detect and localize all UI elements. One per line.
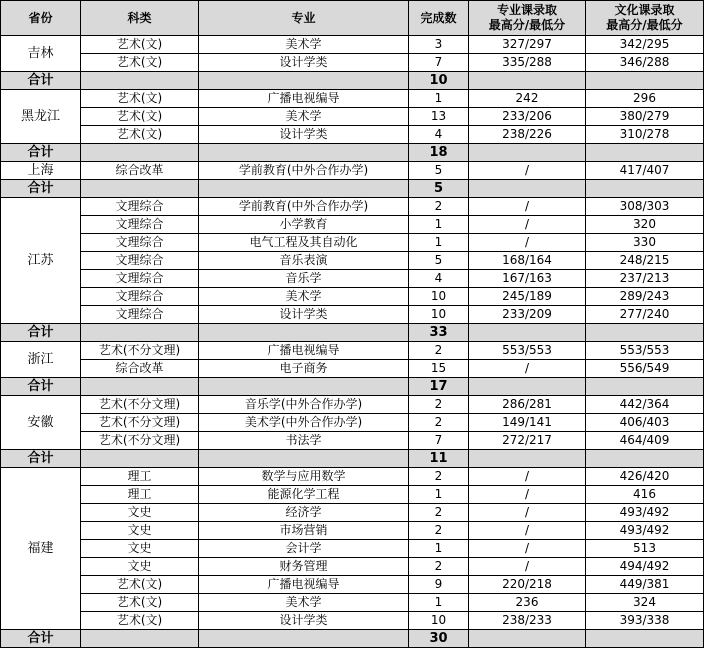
- culture-score-cell[interactable]: 553/553: [586, 342, 704, 360]
- major-cell[interactable]: 设计学类: [199, 126, 409, 144]
- major-cell[interactable]: 财务管理: [199, 558, 409, 576]
- culture-score-cell[interactable]: 248/215: [586, 252, 704, 270]
- category-cell[interactable]: 艺术(文): [81, 36, 199, 54]
- culture-score-cell[interactable]: 416: [586, 486, 704, 504]
- major-cell[interactable]: 美术学: [199, 108, 409, 126]
- major-score-cell[interactable]: 149/141: [469, 414, 586, 432]
- empty-cell[interactable]: [469, 324, 586, 342]
- culture-score-cell[interactable]: 442/364: [586, 396, 704, 414]
- empty-cell[interactable]: [586, 180, 704, 198]
- major-score-cell[interactable]: 238/226: [469, 126, 586, 144]
- empty-cell[interactable]: [81, 144, 199, 162]
- total-row: [1, 450, 704, 468]
- major-score-cell[interactable]: /: [469, 558, 586, 576]
- count-cell[interactable]: 1: [409, 90, 469, 108]
- total-row: [1, 630, 704, 648]
- major-score-cell[interactable]: 272/217: [469, 432, 586, 450]
- table-row: [1, 468, 704, 486]
- count-cell[interactable]: 7: [409, 432, 469, 450]
- total-count-cell[interactable]: 17: [409, 378, 469, 396]
- major-score-cell[interactable]: /: [469, 216, 586, 234]
- category-cell[interactable]: 艺术(文): [81, 612, 199, 630]
- empty-cell[interactable]: [81, 72, 199, 90]
- major-cell[interactable]: 能源化学工程: [199, 486, 409, 504]
- total-count-cell[interactable]: 10: [409, 72, 469, 90]
- table-row: [1, 522, 704, 540]
- major-score-cell[interactable]: /: [469, 198, 586, 216]
- culture-score-cell[interactable]: 494/492: [586, 558, 704, 576]
- category-cell[interactable]: 文理综合: [81, 288, 199, 306]
- major-cell[interactable]: 数学与应用数学: [199, 468, 409, 486]
- category-cell[interactable]: 艺术(文): [81, 126, 199, 144]
- empty-cell[interactable]: [199, 630, 409, 648]
- count-cell[interactable]: 15: [409, 360, 469, 378]
- total-label-cell[interactable]: 合计: [1, 72, 81, 90]
- major-cell[interactable]: 美术学(中外合作办学): [199, 414, 409, 432]
- category-cell[interactable]: 艺术(不分文理): [81, 396, 199, 414]
- major-score-cell[interactable]: /: [469, 540, 586, 558]
- header-culture-score[interactable]: 文化课录取 最高分/最低分: [586, 1, 704, 36]
- major-cell[interactable]: 会计学: [199, 540, 409, 558]
- major-score-cell[interactable]: 238/233: [469, 612, 586, 630]
- category-cell[interactable]: 文史: [81, 522, 199, 540]
- header-province[interactable]: 省份: [1, 1, 81, 36]
- empty-cell[interactable]: [469, 180, 586, 198]
- table-row: [1, 612, 704, 630]
- culture-score-cell[interactable]: 406/403: [586, 414, 704, 432]
- culture-score-cell[interactable]: 342/295: [586, 36, 704, 54]
- culture-score-cell[interactable]: 426/420: [586, 468, 704, 486]
- empty-cell[interactable]: [81, 450, 199, 468]
- category-cell[interactable]: 文史: [81, 540, 199, 558]
- major-score-cell[interactable]: 242: [469, 90, 586, 108]
- culture-score-cell[interactable]: 324: [586, 594, 704, 612]
- count-cell[interactable]: 2: [409, 558, 469, 576]
- category-cell[interactable]: 艺术(不分文理): [81, 414, 199, 432]
- major-cell[interactable]: 美术学: [199, 594, 409, 612]
- major-score-cell[interactable]: 245/189: [469, 288, 586, 306]
- empty-cell[interactable]: [81, 180, 199, 198]
- table-row: [1, 396, 704, 414]
- major-cell[interactable]: 学前教育(中外合作办学): [199, 198, 409, 216]
- category-cell[interactable]: 艺术(文): [81, 108, 199, 126]
- empty-cell[interactable]: [469, 450, 586, 468]
- table-row: [1, 252, 704, 270]
- header-count[interactable]: 完成数: [409, 1, 469, 36]
- total-label-cell[interactable]: 合计: [1, 378, 81, 396]
- major-cell[interactable]: 音乐学(中外合作办学): [199, 396, 409, 414]
- major-score-cell[interactable]: 233/209: [469, 306, 586, 324]
- category-cell[interactable]: 艺术(不分文理): [81, 342, 199, 360]
- culture-score-cell[interactable]: 237/213: [586, 270, 704, 288]
- table-row: [1, 486, 704, 504]
- empty-cell[interactable]: [586, 450, 704, 468]
- major-score-cell[interactable]: 327/297: [469, 36, 586, 54]
- major-cell[interactable]: 设计学类: [199, 306, 409, 324]
- table-row: [1, 126, 704, 144]
- empty-cell[interactable]: [469, 378, 586, 396]
- major-score-cell[interactable]: 553/553: [469, 342, 586, 360]
- table-row: [1, 54, 704, 72]
- table-row: [1, 216, 704, 234]
- category-cell[interactable]: 艺术(文): [81, 576, 199, 594]
- major-cell[interactable]: 美术学: [199, 36, 409, 54]
- empty-cell[interactable]: [586, 378, 704, 396]
- header-row: [1, 1, 704, 36]
- table-row: [1, 594, 704, 612]
- empty-cell[interactable]: [199, 450, 409, 468]
- category-cell[interactable]: 艺术(文): [81, 594, 199, 612]
- province-cell[interactable]: 吉林: [1, 36, 81, 72]
- culture-score-cell[interactable]: 320: [586, 216, 704, 234]
- count-cell[interactable]: 4: [409, 126, 469, 144]
- table-row: [1, 288, 704, 306]
- total-label-cell[interactable]: 合计: [1, 450, 81, 468]
- total-row: [1, 378, 704, 396]
- total-label-cell[interactable]: 合计: [1, 180, 81, 198]
- table-row: [1, 360, 704, 378]
- major-score-cell[interactable]: /: [469, 486, 586, 504]
- total-count-cell[interactable]: 5: [409, 180, 469, 198]
- category-cell[interactable]: 文理综合: [81, 252, 199, 270]
- empty-cell[interactable]: [586, 72, 704, 90]
- category-cell[interactable]: 理工: [81, 486, 199, 504]
- table-row: [1, 198, 704, 216]
- major-cell[interactable]: 广播电视编导: [199, 342, 409, 360]
- table-row: [1, 342, 704, 360]
- count-cell[interactable]: 10: [409, 288, 469, 306]
- major-cell[interactable]: 音乐表演: [199, 252, 409, 270]
- table-row: [1, 36, 704, 54]
- category-cell[interactable]: 文史: [81, 558, 199, 576]
- culture-score-cell[interactable]: 277/240: [586, 306, 704, 324]
- empty-cell[interactable]: [199, 180, 409, 198]
- total-count-cell[interactable]: 33: [409, 324, 469, 342]
- count-cell[interactable]: 3: [409, 36, 469, 54]
- culture-score-cell[interactable]: 493/492: [586, 504, 704, 522]
- count-cell[interactable]: 13: [409, 108, 469, 126]
- total-count-cell[interactable]: 11: [409, 450, 469, 468]
- total-row: [1, 144, 704, 162]
- category-cell[interactable]: 综合改革: [81, 360, 199, 378]
- count-cell[interactable]: 2: [409, 396, 469, 414]
- category-cell[interactable]: 文理综合: [81, 198, 199, 216]
- culture-score-cell[interactable]: 493/492: [586, 522, 704, 540]
- major-cell[interactable]: 小学教育: [199, 216, 409, 234]
- category-cell[interactable]: 文理综合: [81, 306, 199, 324]
- table-row: [1, 504, 704, 522]
- total-count-cell[interactable]: 30: [409, 630, 469, 648]
- culture-score-cell[interactable]: 393/338: [586, 612, 704, 630]
- header-category[interactable]: 科类: [81, 1, 199, 36]
- count-cell[interactable]: 1: [409, 216, 469, 234]
- province-cell[interactable]: 福建: [1, 468, 81, 630]
- province-cell[interactable]: 上海: [1, 162, 81, 180]
- empty-cell[interactable]: [586, 324, 704, 342]
- culture-score-cell[interactable]: 289/243: [586, 288, 704, 306]
- table-row: [1, 414, 704, 432]
- count-cell[interactable]: 2: [409, 522, 469, 540]
- table-row: [1, 540, 704, 558]
- culture-score-cell[interactable]: 556/549: [586, 360, 704, 378]
- culture-score-cell[interactable]: 308/303: [586, 198, 704, 216]
- count-cell[interactable]: 4: [409, 270, 469, 288]
- count-cell[interactable]: 1: [409, 594, 469, 612]
- table-row: [1, 270, 704, 288]
- major-score-cell[interactable]: 286/281: [469, 396, 586, 414]
- count-cell[interactable]: 2: [409, 468, 469, 486]
- empty-cell[interactable]: [81, 630, 199, 648]
- category-cell[interactable]: 艺术(文): [81, 54, 199, 72]
- major-score-cell[interactable]: 236: [469, 594, 586, 612]
- major-score-cell[interactable]: /: [469, 234, 586, 252]
- category-cell[interactable]: 艺术(不分文理): [81, 432, 199, 450]
- empty-cell[interactable]: [199, 72, 409, 90]
- province-cell[interactable]: 安徽: [1, 396, 81, 450]
- major-score-cell[interactable]: /: [469, 522, 586, 540]
- count-cell[interactable]: 1: [409, 486, 469, 504]
- major-cell[interactable]: 市场营销: [199, 522, 409, 540]
- count-cell[interactable]: 2: [409, 414, 469, 432]
- culture-score-cell[interactable]: 513: [586, 540, 704, 558]
- culture-score-cell[interactable]: 346/288: [586, 54, 704, 72]
- category-cell[interactable]: 艺术(文): [81, 90, 199, 108]
- header-major[interactable]: 专业: [199, 1, 409, 36]
- table-body: [1, 36, 704, 648]
- empty-cell[interactable]: [469, 630, 586, 648]
- major-cell[interactable]: 书法学: [199, 432, 409, 450]
- category-cell[interactable]: 文史: [81, 504, 199, 522]
- count-cell[interactable]: 10: [409, 306, 469, 324]
- total-count-cell[interactable]: 18: [409, 144, 469, 162]
- empty-cell[interactable]: [586, 630, 704, 648]
- province-cell[interactable]: 浙江: [1, 342, 81, 378]
- culture-score-cell[interactable]: 330: [586, 234, 704, 252]
- major-cell[interactable]: 学前教育(中外合作办学): [199, 162, 409, 180]
- major-cell[interactable]: 音乐学: [199, 270, 409, 288]
- empty-cell[interactable]: [81, 324, 199, 342]
- category-cell[interactable]: 文理综合: [81, 234, 199, 252]
- culture-score-cell[interactable]: 449/381: [586, 576, 704, 594]
- total-row: [1, 180, 704, 198]
- empty-cell[interactable]: [469, 72, 586, 90]
- culture-score-cell[interactable]: 296: [586, 90, 704, 108]
- category-cell[interactable]: 综合改革: [81, 162, 199, 180]
- empty-cell[interactable]: [81, 378, 199, 396]
- table-row: [1, 108, 704, 126]
- table-row: [1, 558, 704, 576]
- major-cell[interactable]: 设计学类: [199, 54, 409, 72]
- province-cell[interactable]: 黑龙江: [1, 90, 81, 144]
- header-major-score[interactable]: 专业课录取 最高分/最低分: [469, 1, 586, 36]
- total-label-cell[interactable]: 合计: [1, 630, 81, 648]
- major-cell[interactable]: 电气工程及其自动化: [199, 234, 409, 252]
- total-label-cell[interactable]: 合计: [1, 144, 81, 162]
- empty-cell[interactable]: [469, 144, 586, 162]
- culture-score-cell[interactable]: 380/279: [586, 108, 704, 126]
- major-score-cell[interactable]: 167/163: [469, 270, 586, 288]
- table-row: [1, 576, 704, 594]
- table-row: [1, 432, 704, 450]
- major-cell[interactable]: 广播电视编导: [199, 576, 409, 594]
- province-cell[interactable]: 江苏: [1, 198, 81, 324]
- table-row: [1, 306, 704, 324]
- count-cell[interactable]: 5: [409, 252, 469, 270]
- count-cell[interactable]: 1: [409, 540, 469, 558]
- category-cell[interactable]: 文理综合: [81, 216, 199, 234]
- table-row: [1, 162, 704, 180]
- major-cell[interactable]: 电子商务: [199, 360, 409, 378]
- count-cell[interactable]: 2: [409, 198, 469, 216]
- empty-cell[interactable]: [199, 144, 409, 162]
- major-score-cell[interactable]: /: [469, 504, 586, 522]
- major-cell[interactable]: 美术学: [199, 288, 409, 306]
- major-score-cell[interactable]: 233/206: [469, 108, 586, 126]
- count-cell[interactable]: 2: [409, 504, 469, 522]
- empty-cell[interactable]: [586, 144, 704, 162]
- major-score-cell[interactable]: /: [469, 360, 586, 378]
- major-score-cell[interactable]: 335/288: [469, 54, 586, 72]
- major-score-cell[interactable]: /: [469, 162, 586, 180]
- count-cell[interactable]: 2: [409, 342, 469, 360]
- category-cell[interactable]: 理工: [81, 468, 199, 486]
- count-cell[interactable]: 10: [409, 612, 469, 630]
- table-row: [1, 234, 704, 252]
- count-cell[interactable]: 1: [409, 234, 469, 252]
- major-cell[interactable]: 广播电视编导: [199, 90, 409, 108]
- major-score-cell[interactable]: 220/218: [469, 576, 586, 594]
- count-cell[interactable]: 5: [409, 162, 469, 180]
- total-row: [1, 72, 704, 90]
- culture-score-cell[interactable]: 464/409: [586, 432, 704, 450]
- count-cell[interactable]: 7: [409, 54, 469, 72]
- major-score-cell[interactable]: /: [469, 468, 586, 486]
- major-cell[interactable]: 设计学类: [199, 612, 409, 630]
- category-cell[interactable]: 文理综合: [81, 270, 199, 288]
- major-cell[interactable]: 经济学: [199, 504, 409, 522]
- table-row: [1, 90, 704, 108]
- culture-score-cell[interactable]: 417/407: [586, 162, 704, 180]
- empty-cell[interactable]: [199, 378, 409, 396]
- total-label-cell[interactable]: 合计: [1, 324, 81, 342]
- culture-score-cell[interactable]: 310/278: [586, 126, 704, 144]
- major-score-cell[interactable]: 168/164: [469, 252, 586, 270]
- empty-cell[interactable]: [199, 324, 409, 342]
- count-cell[interactable]: 9: [409, 576, 469, 594]
- total-row: [1, 324, 704, 342]
